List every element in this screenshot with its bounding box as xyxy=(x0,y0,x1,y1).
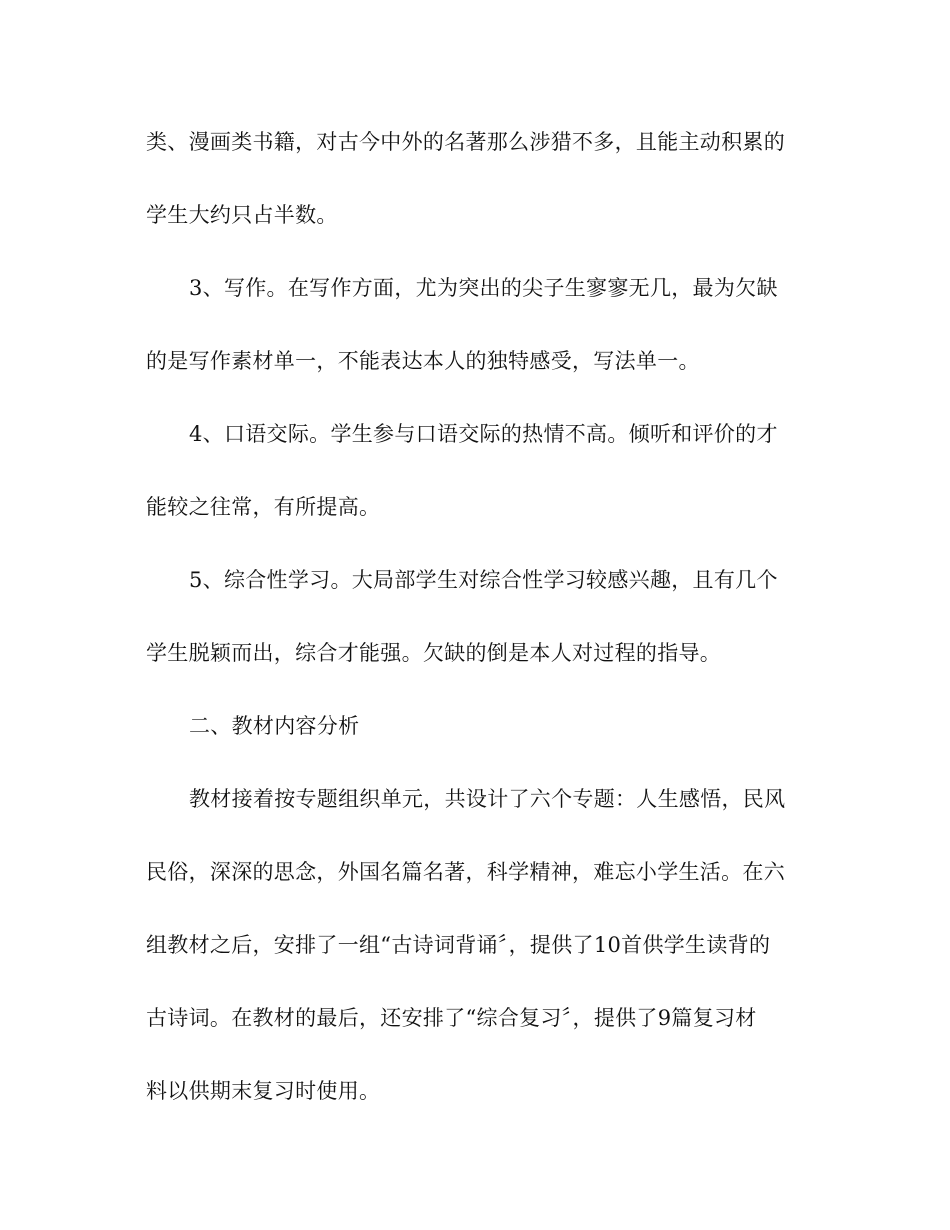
paragraph-line: 3、写作。在写作方面，尤为突出的尖子生寥寥无几，最为欠缺 xyxy=(189,276,778,300)
section-heading: 二、教材内容分析 xyxy=(189,714,360,738)
paragraph-line: 5、综合性学习。大局部学生对综合性学习较感兴趣，且有几个 xyxy=(189,568,778,592)
paragraph-line: 学生大约只占半数。 xyxy=(146,203,338,227)
paragraph-line: 教材接着按专题组织单元，共设计了六个专题：人生感悟，民风 xyxy=(189,787,786,811)
paragraph-line: 类、漫画类书籍，对古今中外的名著那么涉猎不多，且能主动积累的 xyxy=(146,130,785,154)
paragraph-line: 组教材之后，安排了一组“古诗词背诵〞，提供了10首供学生读背的 xyxy=(146,933,771,957)
paragraph-line: 能较之往常，有所提高。 xyxy=(146,495,381,519)
paragraph-line: 民俗，深深的思念，外国名篇名著，科学精神，难忘小学生活。在六 xyxy=(146,860,785,884)
paragraph-line: 4、口语交际。学生参与口语交际的热情不高。倾听和评价的才 xyxy=(189,422,778,446)
paragraph-line: 古诗词。在教材的最后，还安排了“综合复习〞，提供了9篇复习材 xyxy=(146,1006,757,1030)
paragraph-line: 学生脱颖而出，综合才能强。欠缺的倒是本人对过程的指导。 xyxy=(146,641,722,665)
paragraph-line: 的是写作素材单一，不能表达本人的独特感受，写法单一。 xyxy=(146,349,700,373)
paragraph-line: 料以供期末复习时使用。 xyxy=(146,1079,381,1103)
